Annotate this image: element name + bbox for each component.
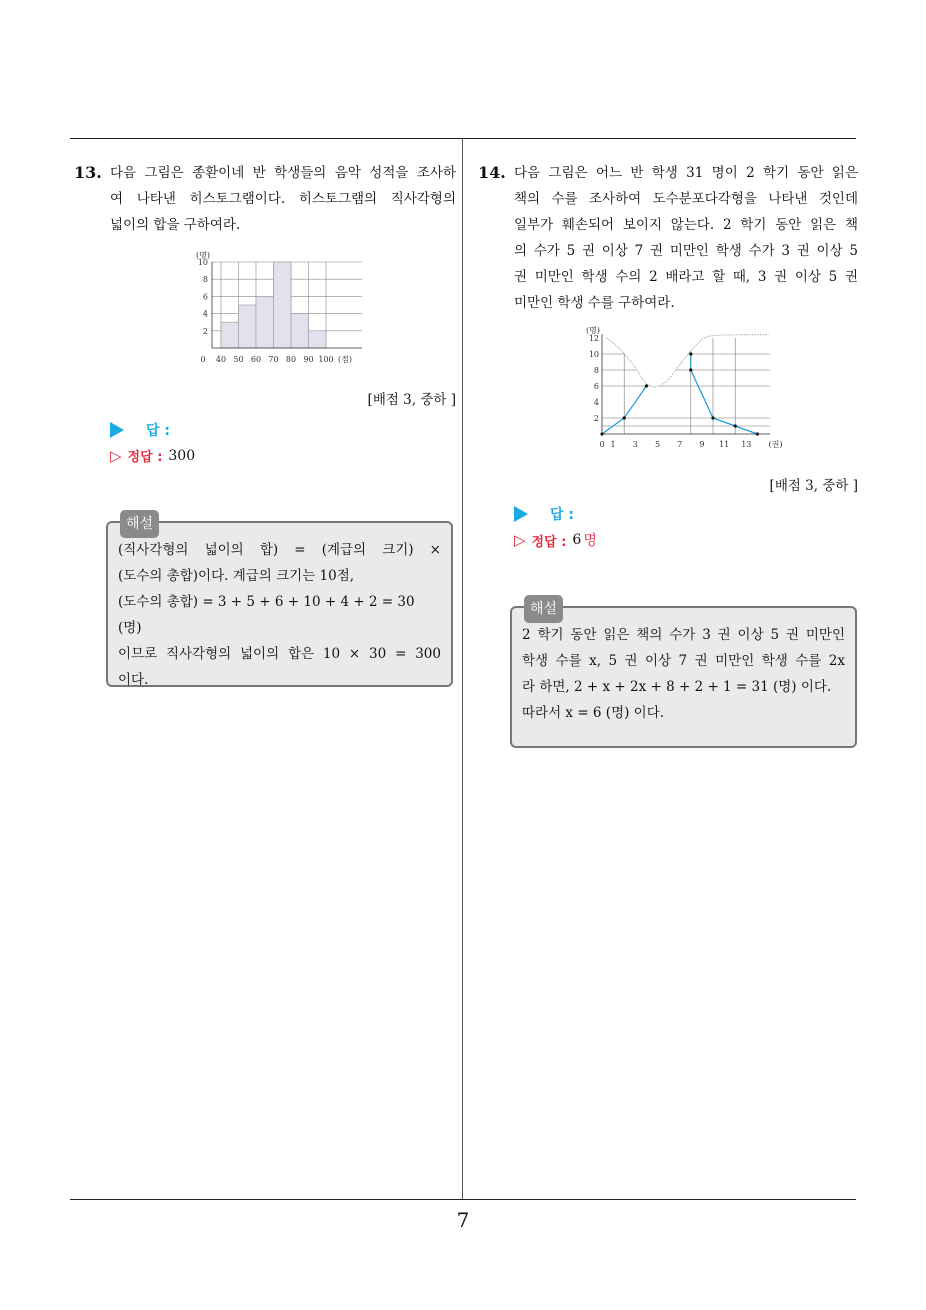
y-tick-label: 4 bbox=[202, 309, 208, 319]
answer-line bbox=[110, 420, 170, 440]
data-point bbox=[711, 416, 714, 419]
solution-line: 이므로 직사각형의 넓이의 합은 10 × 30 = 300 bbox=[118, 646, 441, 662]
problem-14 bbox=[478, 160, 858, 550]
question-line: 다음 그림은 어느 반 학생 31 명이 2 학기 동안 읽은 bbox=[514, 165, 858, 181]
score-info: [배점 3, 중하 ] bbox=[367, 392, 456, 408]
x-tick-label: 9 bbox=[699, 440, 705, 449]
question-line: 일부가 훼손되어 보이지 않는다. 2 학기 동안 읽은 책 bbox=[514, 217, 858, 233]
question-number: 14. bbox=[478, 163, 506, 182]
solution-line: (도수의 총합)이다. 계급의 크기는 10점, bbox=[118, 568, 355, 584]
y-tick-label: 2 bbox=[202, 326, 208, 336]
histogram-bar bbox=[309, 331, 327, 348]
x-tick-label: 5 bbox=[654, 440, 661, 449]
outline-triangle-icon: ▷ bbox=[514, 531, 526, 549]
histogram-bar bbox=[274, 262, 292, 348]
histogram-chart bbox=[190, 244, 390, 369]
x-tick-label: 0 bbox=[200, 355, 206, 364]
histogram-bar bbox=[256, 296, 274, 348]
x-tick-label: 13 bbox=[741, 440, 752, 449]
x-tick-label: 60 bbox=[250, 355, 262, 364]
x-tick-label: 100 bbox=[318, 355, 334, 364]
question-line: 다음 그림은 종환이네 반 학생들의 음악 성적을 조사하 bbox=[110, 165, 456, 181]
solution-tag: 해설 bbox=[524, 595, 563, 623]
correct-label: 정답 : bbox=[531, 534, 567, 550]
correct-value: 300 bbox=[168, 447, 196, 464]
bottom-rule bbox=[70, 1199, 856, 1200]
play-triangle-icon bbox=[110, 422, 124, 438]
x-tick-label: 70 bbox=[268, 355, 279, 364]
data-point bbox=[623, 416, 626, 419]
question-line: 넓이의 합을 구하여라. bbox=[110, 217, 241, 233]
solution-box-14 bbox=[510, 601, 857, 748]
x-tick-label: 0 bbox=[599, 440, 605, 449]
solution-line: 학생 수를 x, 5 권 이상 7 권 미만인 학생 수를 2x bbox=[522, 653, 845, 669]
y-tick-label: 12 bbox=[588, 334, 599, 343]
play-triangle-icon bbox=[514, 506, 528, 522]
score-info: [배점 3, 중하 ] bbox=[769, 478, 858, 494]
histogram-bar bbox=[291, 314, 309, 348]
y-tick-label: 10 bbox=[588, 350, 599, 359]
y-tick-label: 8 bbox=[202, 275, 208, 285]
x-unit-label: (권) bbox=[768, 440, 783, 449]
x-tick-label: 90 bbox=[303, 355, 314, 364]
solution-line: 이다. bbox=[118, 672, 149, 688]
question-text bbox=[478, 160, 858, 316]
outline-triangle-icon: ▷ bbox=[110, 446, 122, 465]
x-unit-label: (점) bbox=[338, 355, 352, 364]
correct-label: 정답 : bbox=[127, 450, 163, 465]
solution-line: (직사각형의 넓이의 합) = (계급의 크기) × bbox=[118, 542, 441, 558]
x-tick-label: 40 bbox=[215, 355, 227, 364]
data-point bbox=[689, 352, 692, 355]
data-point bbox=[734, 424, 737, 427]
solution-box-13 bbox=[106, 516, 453, 688]
x-tick-label: 1 bbox=[610, 440, 616, 449]
question-line: 여 나타낸 히스토그램이다. 히스토그램의 직사각형의 bbox=[110, 191, 456, 207]
data-point bbox=[689, 368, 692, 371]
answer-label: 답 : bbox=[146, 423, 170, 439]
question-text bbox=[74, 160, 456, 238]
solution-tag: 해설 bbox=[120, 510, 159, 538]
correct-answer-line bbox=[514, 530, 597, 550]
correct-value: 6 bbox=[572, 532, 582, 548]
series-line bbox=[691, 354, 758, 434]
y-tick-label: 8 bbox=[593, 366, 599, 375]
solution-line: 따라서 x = 6 (명) 이다. bbox=[522, 705, 665, 721]
correct-unit: 명 bbox=[583, 533, 597, 549]
solution-line: 2 학기 동안 읽은 책의 수가 3 권 이상 5 권 미만인 bbox=[522, 627, 845, 643]
x-tick-label: 7 bbox=[677, 440, 683, 449]
y-tick-label: 2 bbox=[593, 414, 599, 423]
y-tick-label: 6 bbox=[593, 382, 599, 391]
answer-label: 답 : bbox=[550, 507, 574, 523]
question-number: 13. bbox=[74, 163, 102, 182]
y-unit-label: (명) bbox=[196, 251, 210, 260]
correct-answer-line bbox=[110, 446, 195, 465]
question-line: 의 수가 5 권 이상 7 권 미만인 학생 수가 3 권 이상 5 bbox=[514, 243, 858, 259]
solution-line: 라 하면, 2 + x + 2x + 8 + 2 + 1 = 31 (명) 이다. bbox=[522, 679, 832, 695]
answer-line bbox=[514, 504, 574, 524]
question-line: 권 미만인 학생 수의 2 배라고 할 때, 3 권 이상 5 권 bbox=[514, 269, 858, 285]
top-rule bbox=[70, 138, 856, 139]
question-line: 책의 수를 조사하여 도수분포다각형을 나타낸 것인데 bbox=[514, 191, 858, 207]
solution-line: (도수의 총합) = 3 + 5 + 6 + 10 + 4 + 2 = 30 (명) bbox=[118, 594, 415, 636]
data-point bbox=[645, 384, 648, 387]
y-unit-label: (명) bbox=[586, 326, 600, 335]
question-line: 미만인 학생 수를 구하여라. bbox=[514, 295, 675, 311]
y-tick-label: 4 bbox=[593, 398, 599, 407]
x-tick-label: 50 bbox=[233, 355, 244, 364]
polygon-chart bbox=[582, 324, 782, 454]
x-tick-label: 11 bbox=[719, 440, 730, 449]
y-tick-label: 10 bbox=[197, 258, 208, 267]
x-tick-label: 80 bbox=[285, 355, 297, 364]
histogram-bar bbox=[221, 322, 239, 348]
column-divider bbox=[462, 139, 463, 1199]
histogram-bar bbox=[239, 305, 257, 348]
page-number: 7 bbox=[456, 1208, 470, 1232]
problem-13 bbox=[74, 160, 456, 465]
x-tick-label: 3 bbox=[632, 440, 638, 449]
y-tick-label: 6 bbox=[202, 292, 208, 302]
